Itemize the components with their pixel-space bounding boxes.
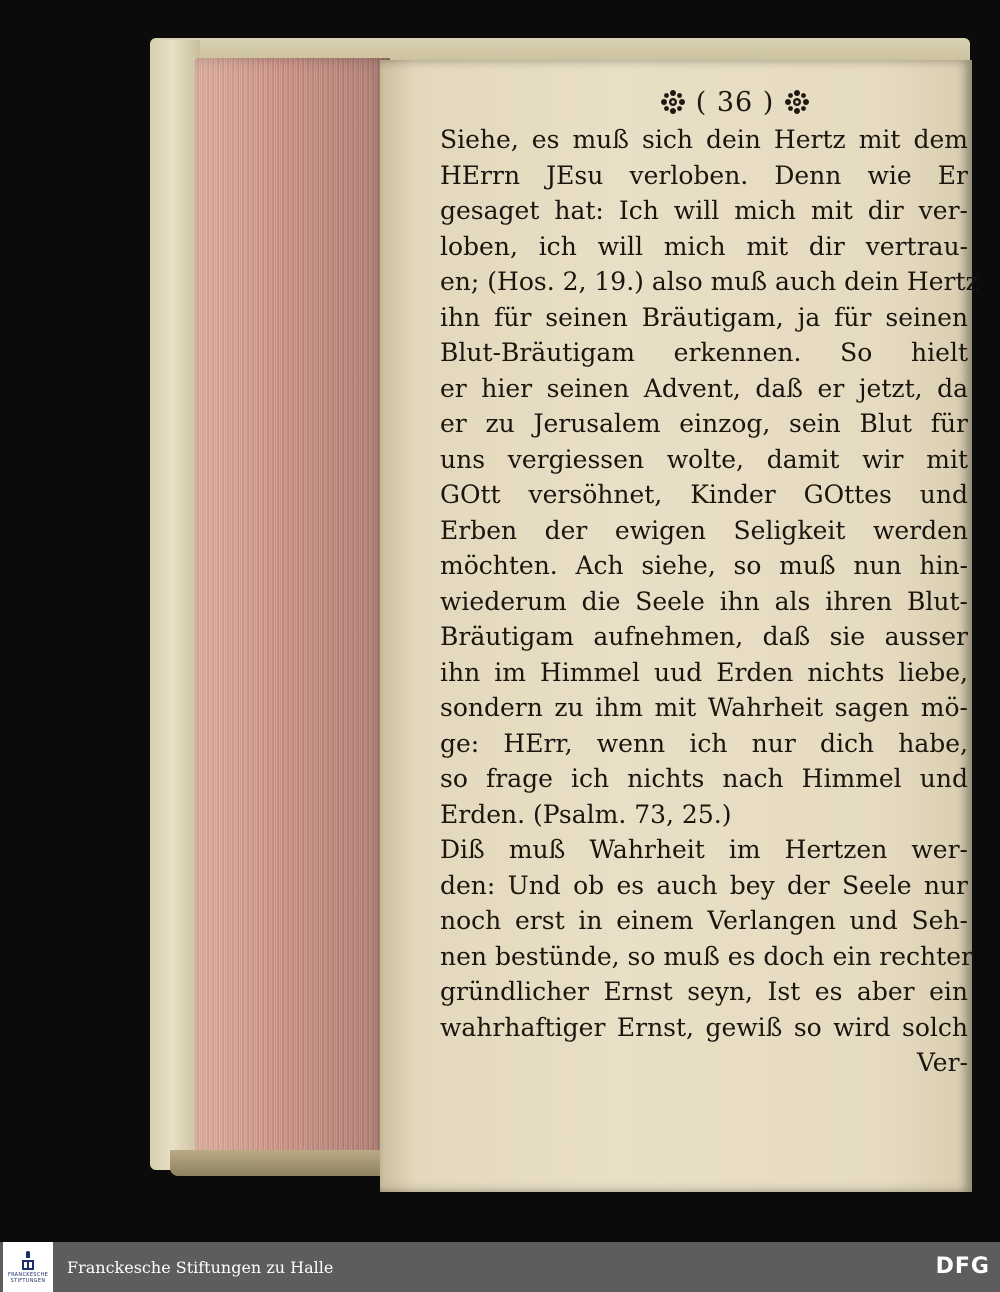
text-line: den: Und ob es auch bey der Seele nur [440,870,968,900]
flower-ornament-icon [660,89,686,115]
text-line: er hier seinen Advent, daß er jetzt, da [440,373,968,403]
institution-emblem-icon [19,1250,37,1272]
text-line: sondern zu ihm mit Wahrheit sagen mö- [440,693,968,722]
catchword: Ver- [917,1048,968,1077]
book-cover-spine [150,40,200,1170]
page-body-text [440,122,979,1081]
text-line: nen bestünde, so muß es doch ein rechter [440,941,973,971]
footer-bar [0,1242,1000,1292]
institution-name: Franckesche Stiftungen zu Halle [67,1257,334,1277]
text-line: ihn im Himmel uud Erden nichts liebe, [440,657,968,687]
text-line: loben, ich will mich mit dir vertrau- [440,231,968,261]
text-line: Erden. (Psalm. 73, 25.) [440,799,732,829]
franckesche-logo[interactable] [3,1242,53,1292]
text-line: Erben der ewigen Seligkeit werden [440,515,968,545]
dfg-logo[interactable]: DFG [935,1254,990,1279]
text-line: GOtt versöhnet, Kinder GOttes und [440,480,968,509]
text-line: möchten. Ach siehe, so muß nun hin- [440,551,968,580]
text-line: Blut-Bräutigam erkennen. So hielt [440,338,968,367]
page-fore-edge-shade [195,58,390,1173]
text-line: wiederum die Seele ihn als ihren Blut- [440,586,968,616]
text-line: en; (Hos. 2, 19.) also muß auch dein Hertz [440,267,979,296]
text-line: gründlicher Ernst seyn, Ist es aber ein [440,977,968,1006]
text-line: ihn für seinen Bräutigam, ja für seinen [440,302,968,332]
text-line: ge: HErr, wenn ich nur dich habe, [440,728,968,758]
page-number: ( 36 ) [695,86,775,118]
flower-ornament-icon [784,89,810,115]
text-line: Bräutigam aufnehmen, daß sie ausser [440,622,968,651]
logo-text-line: FRANCKESCHE [7,1272,49,1278]
text-line: uns vergiessen wolte, damit wir mit [440,444,968,474]
text-line: noch erst in einem Verlangen und Seh- [440,906,968,935]
text-line: HErrn JEsu verloben. Denn wie Er [440,160,968,190]
text-line: er zu Jerusalem einzog, sein Blut für [440,409,968,438]
page-header [640,84,830,120]
text-line: wahrhaftiger Ernst, gewiß so wird solch [440,1012,968,1042]
logo-text-line: STIFTUNGEN [10,1278,46,1284]
text-line: so frage ich nichts nach Himmel und [440,764,968,793]
text-line: Siehe, es muß sich dein Hertz mit dem [440,125,968,154]
text-line: Diß muß Wahrheit im Hertzen wer- [440,835,968,864]
text-line: gesaget hat: Ich will mich mit dir ver- [440,196,968,225]
